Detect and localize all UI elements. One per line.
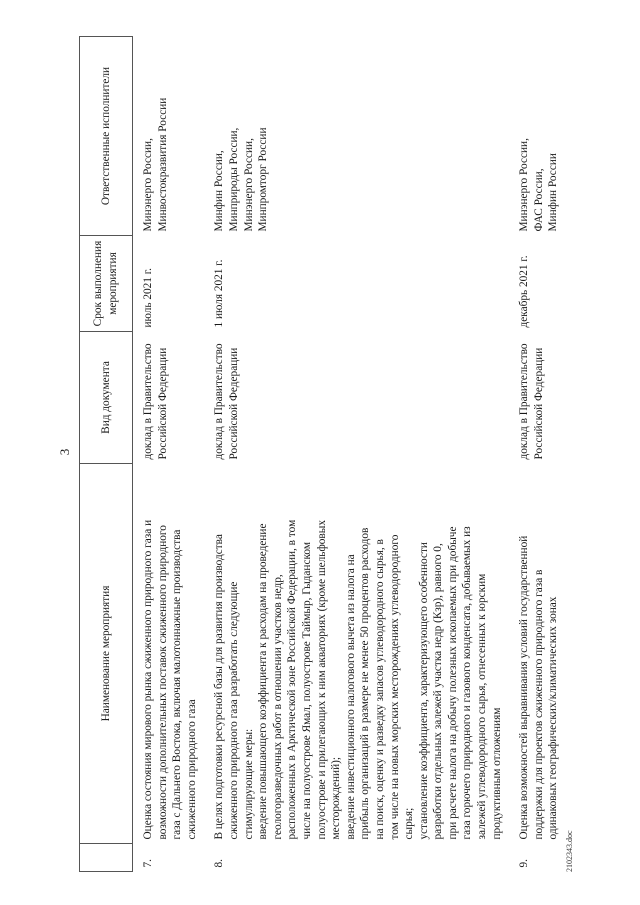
document-type-line: доклад в Правительство (518, 343, 531, 460)
deadline: 1 июля 2021 г. (213, 259, 226, 328)
deadline: декабрь 2021 г. (518, 255, 531, 328)
measure-name-line: геологоразведочных работ в отношении участков недр, (271, 574, 284, 840)
measure-name-line: поддержки для проектов сжиженного природного газа в (532, 569, 545, 840)
file-footer: 2102343.doc (565, 830, 574, 872)
responsible-executor: Минпромторг России (257, 127, 270, 232)
table-row (133, 37, 207, 872)
responsible-executor: Минфин России (547, 153, 560, 232)
measure-name-line: сжиженного природного газа разработать следующие (227, 581, 240, 840)
measure-name-line: газа с Дальнего Востока, включая малотоннажные производства (171, 529, 184, 840)
measure-name-line: газа горючего природного и газового конденсата, добываемых из (461, 526, 474, 840)
responsible-executors (133, 37, 207, 236)
document-type (511, 332, 568, 464)
measure-name-line: расположенных в Арктической зоне Российской Федерации, в том (286, 519, 299, 840)
measure-name-line: возможности дополнительных поставок сжиженного природного (156, 525, 169, 840)
measure-name (133, 464, 207, 844)
table-row (511, 37, 568, 872)
document-page (57, 37, 577, 872)
document-type-line: Российской Федерации (532, 347, 545, 460)
header-number (80, 844, 133, 872)
measure-name-line: числе на полуострове Ямал, полуострове Таймыр, Гыданском (300, 542, 313, 840)
document-type-line: Российской Федерации (156, 347, 169, 460)
header-responsible: Ответственные исполнители (80, 37, 133, 236)
measure-name-line: прибыль организаций в размере не менее 50 процентов расходов (359, 527, 372, 840)
header-term: Срок выполнения мероприятия (80, 236, 133, 332)
measure-name-line: продуктивным отложениям (490, 707, 503, 840)
measure-name-line: месторождений); (330, 756, 343, 840)
measure-name-line: стимулирующие меры: (242, 728, 255, 840)
measure-name-line: одинаковых географических/климатических зонах (547, 596, 560, 840)
measure-name-line: сжиженного природного газа (185, 699, 198, 840)
measure-name-line: разработки отдельных залежей участка недр (Кзр), равного 0, (432, 543, 445, 840)
document-type-line: доклад в Правительство (213, 343, 226, 460)
table-body (133, 37, 569, 872)
responsible-executor: ФАС России, (532, 168, 545, 232)
document-type (206, 332, 511, 464)
row-number: 8. (213, 859, 226, 868)
measure-name-line: Оценка возможностей выравнивания условий государственной (518, 535, 531, 840)
deadline: июль 2021 г. (142, 268, 154, 328)
table-row (206, 37, 511, 872)
measure-name (511, 464, 568, 844)
page-number: 3 (57, 448, 72, 456)
measure-name-line: при расчете налога на добычу полезных ископаемых при добыче (446, 526, 459, 840)
document-type (133, 332, 207, 464)
measure-name-line: введение инвестиционного налогового вычета из налога на (344, 554, 357, 840)
measure-name-line: установление коэффициента, характеризующего особенности (417, 542, 430, 840)
measure-name-line: залежей углеводородного сырья, отнесенных к юрским (476, 573, 489, 840)
document-type-line: доклад в Правительство (142, 343, 154, 460)
row-number: 7. (142, 859, 154, 868)
responsible-executor: Минприроды России, (227, 127, 240, 232)
responsible-executors (206, 37, 511, 236)
responsible-executor: Минэнерго России, (142, 138, 154, 232)
measure-name-line: сырья; (403, 807, 416, 840)
measure-name-line: Оценка состояния мирового рынка сжиженного природного газа и (142, 519, 154, 840)
document-type-line: Российской Федерации (227, 347, 240, 460)
measure-name-line: том числе на новых морских месторождениях углеводородного (388, 534, 401, 840)
measure-name-line: полуострове и прилегающих к ним акваториях (кроме шельфовых (315, 520, 328, 840)
header-doc: Вид документа (80, 332, 133, 464)
responsible-executor: Минэнерго России, (242, 138, 255, 232)
measure-name (206, 464, 511, 844)
measure-name-line: В целях подготовки ресурсной базы для развития производства (213, 534, 226, 840)
responsible-executor: Минвостокразвития России (156, 97, 169, 232)
measure-name-line: на поиск, оценку и разведку запасов углеводородного сырья, в (373, 539, 386, 840)
responsible-executors (511, 37, 568, 236)
measure-name-line: введение повышающего коэффициента к расходам на проведение (257, 523, 270, 840)
row-number: 9. (518, 859, 531, 868)
measures-table (79, 36, 568, 872)
responsible-executor: Минэнерго России, (518, 138, 531, 232)
responsible-executor: Минфин России, (213, 150, 226, 232)
table-header-row (80, 37, 133, 872)
header-name: Наименование мероприятия (80, 464, 133, 844)
